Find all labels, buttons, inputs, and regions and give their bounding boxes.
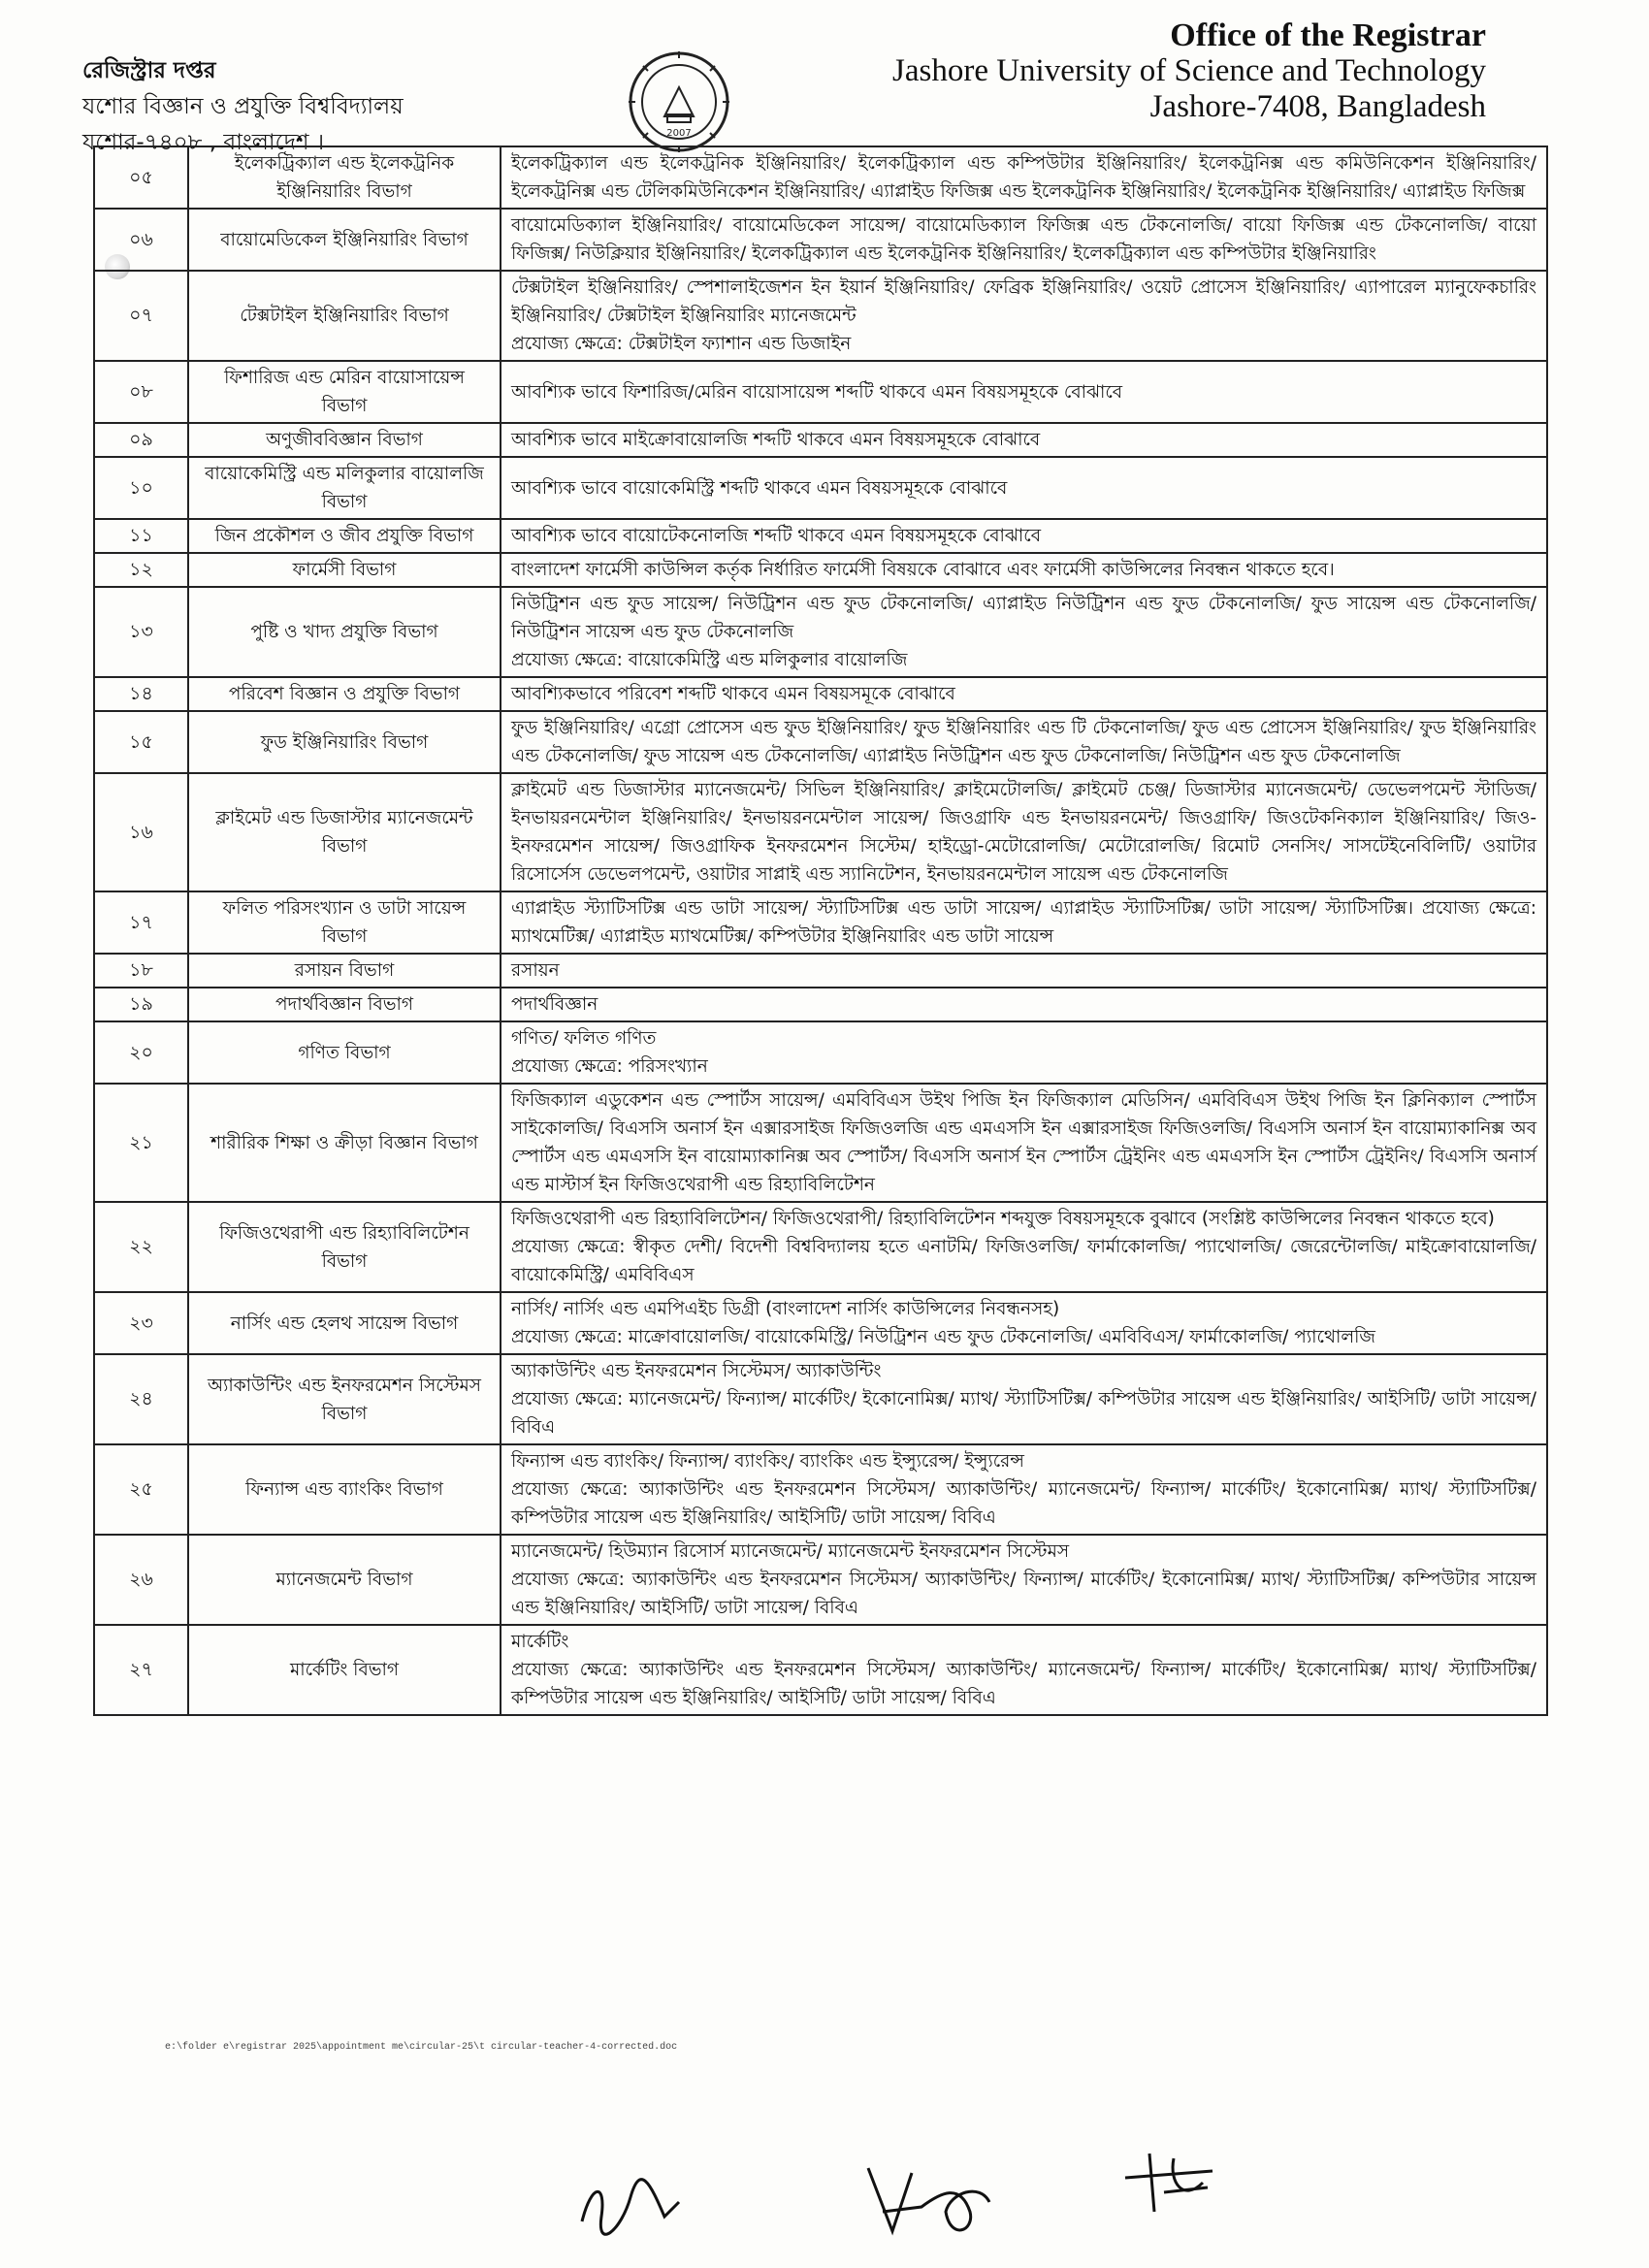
subject-line: ম্যানেজমেন্ট/ হিউম্যান রিসোর্স ম্যানেজমেন্ট/ ম্যানেজমেন্ট ইনফরমেশন সিস্টেমস: [511, 1541, 1070, 1562]
table-row: [94, 1444, 1547, 1535]
eligible-subjects: [501, 773, 1547, 891]
row-number: ১৯: [94, 988, 188, 1021]
eligible-subjects: [501, 1354, 1547, 1444]
eligible-subjects: [501, 209, 1547, 271]
table-row: [94, 361, 1547, 423]
row-number: ২০: [94, 1021, 188, 1084]
row-number: ১৫: [94, 711, 188, 773]
subject-line: গণিত/ ফলিত গণিত: [511, 1028, 657, 1049]
department-name: ফুড ইঞ্জিনিয়ারিং বিভাগ: [188, 711, 501, 773]
row-number: ২৬: [94, 1535, 188, 1625]
row-number: ১৪: [94, 677, 188, 711]
row-number: ০৫: [94, 146, 188, 209]
english-letterhead: [892, 17, 1486, 125]
subject-line: এ্যাপ্লাইড স্ট্যাটিসটিক্স এন্ড ডাটা সায়েন্স/ স্ট্যাটিসটিক্স এন্ড ডাটা সায়েন্স/ এ্যাপ্লাইড স্ট্যাটিসটিক্স/ ডাটা সায়েন্স/ স্ট্যাটিসটিক্স। প্রযোজ্য ক্ষেত্রে: ম্যাথমেটিক্স/ এ্যাপ্লাইড ম্যাথমেটিক্স/ কম্পিউটার ইঞ্জিনিয়ারিং এন্ড ডাটা সায়েন্স: [511, 898, 1536, 947]
subject-line: বাংলাদেশ ফার্মেসী কাউন্সিল কর্তৃক নির্ধারিত ফার্মেসী বিষয়কে বোঝাবে এবং ফার্মেসী কাউন্সিলের নিবন্ধন থাকতে হবে।: [511, 560, 1335, 580]
subject-line: আবশ্যিক ভাবে বায়োটেকনোলজি শব্দটি থাকবে এমন বিষয়সমূহকে বোঝাবে: [511, 526, 1042, 546]
department-name: জিন প্রকৌশল ও জীব প্রযুক্তি বিভাগ: [188, 519, 501, 553]
department-name: পদার্থবিজ্ঞান বিভাগ: [188, 988, 501, 1021]
eligible-subjects: [501, 988, 1547, 1021]
department-name: বায়োমেডিকেল ইঞ্জিনিয়ারিং বিভাগ: [188, 209, 501, 271]
subject-line: প্রযোজ্য ক্ষেত্রে: পরিসংখ্যান: [511, 1056, 708, 1077]
row-number: ১৮: [94, 954, 188, 988]
row-number: ২৪: [94, 1354, 188, 1444]
department-name: পরিবেশ বিজ্ঞান ও প্রযুক্তি বিভাগ: [188, 677, 501, 711]
eligible-subjects: [501, 677, 1547, 711]
table-row: [94, 553, 1547, 587]
eligible-subjects: [501, 1202, 1547, 1292]
eligible-subjects: [501, 1292, 1547, 1354]
table-row: [94, 1354, 1547, 1444]
table-row: [94, 423, 1547, 457]
subject-line: প্রযোজ্য ক্ষেত্রে: মাক্রোবায়োলজি/ বায়োকেমিস্ট্রি/ নিউট্রিশন এন্ড ফুড টেকনোলজি/ এমবিবিএস/ ফার্মাকোলজি/ প্যাথোলজি: [511, 1327, 1375, 1347]
department-name: ম্যানেজমেন্ট বিভাগ: [188, 1535, 501, 1625]
table-row: [94, 711, 1547, 773]
department-name: ফলিত পরিসংখ্যান ও ডাটা সায়েন্স বিভাগ: [188, 891, 501, 954]
letterhead: [0, 0, 1649, 155]
department-name: অ্যাকাউন্টিং এন্ড ইনফরমেশন সিস্টেমস বিভাগ: [188, 1354, 501, 1444]
eligible-subjects: [501, 271, 1547, 361]
table-row: [94, 271, 1547, 361]
department-name: ইলেকট্রিক্যাল এন্ড ইলেকট্রনিক ইঞ্জিনিয়ারিং বিভাগ: [188, 146, 501, 209]
table-row: [94, 1084, 1547, 1202]
subject-line: রসায়ন: [511, 960, 560, 981]
bn-office-name: রেজিস্ট্রার দপ্তর: [82, 58, 216, 83]
bn-address: যশোর-৭৪০৮ , বাংলাদেশ ।: [82, 130, 325, 155]
subject-line: ইলেকট্রিক্যাল এন্ড ইলেকট্রনিক ইঞ্জিনিয়ারিং/ ইলেকট্রিক্যাল এন্ড কম্পিউটার ইঞ্জিনিয়ারিং/ ইলেকট্রনিক্স এন্ড কমিউনিকেশন ইঞ্জিনিয়ারিং/ ইলেকট্রনিক্স এন্ড টেলিকমিউনিকেশন ইঞ্জিনিয়ারিং/ এ্যাপ্লাইড ফিজিক্স এন্ড ইলেকট্রনিক ইঞ্জিনিয়ারিং/ ইলেকট্রনিক ইঞ্জিনিয়ারিং/ এ্যাপ্লাইড ফিজিক্স: [511, 153, 1536, 202]
eligible-subjects: [501, 1084, 1547, 1202]
eligible-subjects: [501, 1021, 1547, 1084]
subject-line: প্রযোজ্য ক্ষেত্রে: টেক্সটাইল ফ্যাশান এন্ড ডিজাইন: [511, 334, 852, 354]
table-row: [94, 146, 1547, 209]
department-name: নার্সিং এন্ড হেলথ সায়েন্স বিভাগ: [188, 1292, 501, 1354]
row-number: ২১: [94, 1084, 188, 1202]
table-row: [94, 1535, 1547, 1625]
eligible-subjects: [501, 457, 1547, 519]
subject-line: ফিজিক্যাল এডুকেশন এন্ড স্পোর্টস সায়েন্স/ এমবিবিএস উইথ পিজি ইন ফিজিক্যাল মেডিসিন/ এমবিবিএস উইথ পিজি ইন ক্লিনিক্যাল স্পোর্টস সাইকোলজি/ বিএসসি অনার্স ইন এক্সারসাইজ ফিজিওলজি এন্ড এমএসসি ইন এক্সারসাইজ ফিজিওলজি/ বিএসসি অনার্স ইন বায়োম্যাকানিক্স অব স্পোর্টস এন্ড এমএসসি ইন বায়োম্যাকানিক্স অব স্পোর্টস/ বিএসসি অনার্স ইন স্পোর্টস ট্রেইনিং এন্ড এমএসসি ইন স্পোর্টস ট্রেইনিং/ বিএসসি অনার্স এন্ড মাস্টার্স ইন ফিজিওথেরাপী এন্ড রিহ্যাবিলিটেশন: [511, 1090, 1536, 1195]
eligible-subjects: [501, 1625, 1547, 1715]
department-name: মার্কেটিং বিভাগ: [188, 1625, 501, 1715]
row-number: ২৫: [94, 1444, 188, 1535]
row-number: ০৮: [94, 361, 188, 423]
subject-line: আবশ্যিক ভাবে ফিশারিজ/মেরিন বায়োসায়েন্স শব্দটি থাকবে এমন বিষয়সমূহকে বোঝাবে: [511, 381, 1123, 403]
row-number: ১৬: [94, 773, 188, 891]
row-number: ০৭: [94, 271, 188, 361]
department-name: পুষ্টি ও খাদ্য প্রযুক্তি বিভাগ: [188, 587, 501, 677]
row-number: ১১: [94, 519, 188, 553]
en-university-name: Jashore University of Science and Technology: [892, 53, 1486, 88]
subject-line: ফিন্যান্স এন্ড ব্যাংকিং/ ফিন্যান্স/ ব্যাংকিং/ ব্যাংকিং এন্ড ইন্স্যুরেন্স/ ইন্স্যুরেন্স: [511, 1451, 1024, 1472]
row-number: ০৯: [94, 423, 188, 457]
university-seal-icon: [621, 49, 737, 155]
department-name: রসায়ন বিভাগ: [188, 954, 501, 988]
subject-line: আবশ্যিক ভাবে মাইক্রোবায়োলজি শব্দটি থাকবে এমন বিষয়সমূহকে বোঝাবে: [511, 430, 1041, 450]
subject-line: বায়োমেডিক্যাল ইঞ্জিনিয়ারিং/ বায়োমেডিকেল সায়েন্স/ বায়োমেডিক্যাল ফিজিক্স এন্ড টেকনোলজি/ বায়ো ফিজিক্স এন্ড টেকনোলজি/ বায়ো ফিজিক্স/ নিউক্লিয়ার ইঞ্জিনিয়ারিং/ ইলেকট্রিক্যাল এন্ড ইলেকট্রনিক ইঞ্জিনিয়ারিং/ ইলেকট্রিক্যাল এন্ড কম্পিউটার ইঞ্জিনিয়ারিং: [511, 215, 1536, 264]
row-number: ১২: [94, 553, 188, 587]
eligible-subjects: [501, 361, 1547, 423]
row-number: ২৭: [94, 1625, 188, 1715]
table-row: [94, 519, 1547, 553]
eligible-subjects: [501, 1535, 1547, 1625]
row-number: ২৩: [94, 1292, 188, 1354]
table-row: [94, 954, 1547, 988]
subject-line: টেক্সটাইল ইঞ্জিনিয়ারিং/ স্পেশালাইজেশন ইন ইয়ার্ন ইঞ্জিনিয়ারিং/ ফেব্রিক ইঞ্জিনিয়ারিং/ ওয়েট প্রোসেস ইঞ্জিনিয়ারিং/ এ্যাপারেল ম্যানুফেকচারিং ইঞ্জিনিয়ারিং/ টেক্সটাইল ইঞ্জিনিয়ারিং ম্যানেজমেন্ট: [511, 277, 1536, 326]
subject-line: আবশ্যিকভাবে পরিবেশ শব্দটি থাকবে এমন বিষয়সমূকে বোঝাবে: [511, 684, 955, 704]
eligible-subjects: [501, 146, 1547, 209]
table-row: [94, 891, 1547, 954]
subject-line: প্রযোজ্য ক্ষেত্রে: বায়োকেমিস্ট্রি এন্ড মলিকুলার বায়োলজি: [511, 650, 908, 670]
department-name: ক্লাইমেট এন্ড ডিজাস্টার ম্যানেজমেন্ট বিভাগ: [188, 773, 501, 891]
department-name: ফিশারিজ এন্ড মেরিন বায়োসায়েন্স বিভাগ: [188, 361, 501, 423]
row-number: ১০: [94, 457, 188, 519]
table-row: [94, 457, 1547, 519]
subject-line: প্রযোজ্য ক্ষেত্রে: অ্যাকাউন্টিং এন্ড ইনফরমেশন সিস্টেমস/ অ্যাকাউন্টিং/ ফিন্যান্স/ মার্কেটিং/ ইকোনোমিক্স/ ম্যাথ/ স্ট্যাটিসটিক্স/ কম্পিউটার সায়েন্স এন্ড ইঞ্জিনিয়ারিং/ আইসিটি/ ডাটা সায়েন্স/ বিবিএ: [511, 1570, 1536, 1618]
department-name: ফিন্যান্স এন্ড ব্যাংকিং বিভাগ: [188, 1444, 501, 1535]
table-row: [94, 1021, 1547, 1084]
table-row: [94, 988, 1547, 1021]
table-row: [94, 1202, 1547, 1292]
subject-line: নিউট্রিশন এন্ড ফুড সায়েন্স/ নিউট্রিশন এন্ড ফুড টেকনোলজি/ এ্যাপ্লাইড নিউট্রিশন এন্ড ফুড টেকনোলজি/ ফুড সায়েন্স এন্ড টেকনোলজি/ নিউট্রিশন সায়েন্স এন্ড ফুড টেকনোলজি: [511, 594, 1536, 642]
table-row: [94, 1625, 1547, 1715]
subject-line: প্রযোজ্য ক্ষেত্রে: অ্যাকাউন্টিং এন্ড ইনফরমেশন সিস্টেমস/ অ্যাকাউন্টিং/ ম্যানেজমেন্ট/ ফিন্যান্স/ মার্কেটিং/ ইকোনোমিক্স/ ম্যাথ/ স্ট্যাটিসটিক্স/ কম্পিউটার সায়েন্স এন্ড ইঞ্জিনিয়ারিং/ আইসিটি/ ডাটা সায়েন্স/ বিবিএ: [511, 1479, 1536, 1528]
department-name: বায়োকেমিস্ট্রি এন্ড মলিকুলার বায়োলজি বিভাগ: [188, 457, 501, 519]
bn-university-name: যশোর বিজ্ঞান ও প্রযুক্তি বিশ্ববিদ্যালয়: [82, 94, 404, 119]
svg-text:2007: 2007: [666, 128, 692, 139]
department-name: টেক্সটাইল ইঞ্জিনিয়ারিং বিভাগ: [188, 271, 501, 361]
subject-line: প্রযোজ্য ক্ষেত্রে: ম্যানেজমেন্ট/ ফিন্যান্স/ মার্কেটিং/ ইকোনোমিক্স/ ম্যাথ/ স্ট্যাটিসটিক্স/ কম্পিউটার সায়েন্স এন্ড ইঞ্জিনিয়ারিং/ আইসিটি/ ডাটা সায়েন্স/ বিবিএ: [511, 1389, 1536, 1438]
eligible-subjects: [501, 423, 1547, 457]
department-name: ফার্মেসী বিভাগ: [188, 553, 501, 587]
table-row: [94, 773, 1547, 891]
table-row: [94, 677, 1547, 711]
table-row: [94, 1292, 1547, 1354]
department-subject-table: [93, 146, 1548, 1716]
department-name: ফিজিওথেরাপী এন্ড রিহ্যাবিলিটেশন বিভাগ: [188, 1202, 501, 1292]
eligible-subjects: [501, 553, 1547, 587]
signature-2-icon: [854, 2154, 999, 2251]
en-office-name: Office of the Registrar: [1170, 17, 1486, 53]
department-name: গণিত বিভাগ: [188, 1021, 501, 1084]
subject-line: পদার্থবিজ্ঞান: [511, 994, 598, 1015]
subject-line: ক্লাইমেট এন্ড ডিজাস্টার ম্যানেজমেন্ট/ সিভিল ইঞ্জিনিয়ারিং/ ক্লাইমেটোলজি/ ক্লাইমেট চেঞ্জ/ ডিজাস্টার ম্যানেজমেন্ট/ ডেভেলপমেন্ট স্টাডিজ/ ইনভায়রনমেন্টাল ইঞ্জিনিয়ারিং/ ইনভায়রনমেন্টাল সায়েন্স/ জিওগ্রাফি এন্ড ইনভায়রনমেন্ট/ জিওগ্রাফি/ জিওটেকনিক্যাল ইঞ্জিনিয়ারিং/ জিও-ইনফরমেশন সায়েন্স/ জিওগ্রাফিক ইনফরমেশন সিস্টেম/ হাইড্রো-মেটোরোলজি/ মেটোরোলজি/ রিমোট সেনসিং/ সাসটেইনেবিলিটি/ ওয়াটার রিসোর্সেস ডেভেলপমেন্ট, ওয়াটার সাপ্লাই এন্ড স্যানিটেশন, ইনভায়রনমেন্টাল সায়েন্স এন্ড টেকনোলজি: [511, 780, 1536, 885]
row-number: ০৬: [94, 209, 188, 271]
table-row: [94, 209, 1547, 271]
eligible-subjects: [501, 519, 1547, 553]
eligible-subjects: [501, 587, 1547, 677]
eligible-subjects: [501, 711, 1547, 773]
eligible-subjects: [501, 1444, 1547, 1535]
eligible-subjects: [501, 954, 1547, 988]
row-number: ২২: [94, 1202, 188, 1292]
subject-line: প্রযোজ্য ক্ষেত্রে: স্বীকৃত দেশী/ বিদেশী বিশ্ববিদ্যালয় হতে এনাটমি/ ফিজিওলজি/ ফার্মাকোলজি/ প্যাথোলজি/ জেরেন্টোলজি/ মাইক্রোবায়োলজি/ বায়োকেমিস্ট্রি/ এমবিবিএস: [511, 1237, 1536, 1285]
eligible-subjects: [501, 891, 1547, 954]
subject-line: ফুড ইঞ্জিনিয়ারিং/ এগ্রো প্রোসেস এন্ড ফুড ইঞ্জিনিয়ারিং/ ফুড ইঞ্জিনিয়ারিং এন্ড টি টেকনোলজি/ ফুড এন্ড প্রোসেস ইঞ্জিনিয়ারিং/ ফুড ইঞ্জিনিয়ারিং এন্ড টেকনোলজি/ ফুড সায়েন্স এন্ড টেকনোলজি/ এ্যাপ্লাইড নিউট্রিশন এন্ড ফুড টেকনোলজি/ নিউট্রিশন এন্ড ফুড টেকনোলজি: [511, 718, 1536, 766]
subject-line: অ্যাকাউন্টিং এন্ড ইনফরমেশন সিস্টেমস/ অ্যাকাউন্টিং: [511, 1361, 882, 1381]
department-name: শারীরিক শিক্ষা ও ক্রীড়া বিজ্ঞান বিভাগ: [188, 1084, 501, 1202]
subject-line: ফিজিওথেরাপী এন্ড রিহ্যাবিলিটেশন/ ফিজিওথেরাপী/ রিহ্যাবিলিটেশন শব্দযুক্ত বিষয়সমূহকে বুঝাবে (সংশ্লিষ্ট কাউন্সিলের নিবন্ধন থাকতে হবে): [511, 1209, 1495, 1229]
signature-1-icon: [572, 2163, 689, 2241]
row-number: ১৭: [94, 891, 188, 954]
subject-line: মার্কেটিং: [511, 1632, 569, 1652]
department-name: অণুজীববিজ্ঞান বিভাগ: [188, 423, 501, 457]
en-address: Jashore-7408, Bangladesh: [1149, 89, 1486, 124]
row-number: ১৩: [94, 587, 188, 677]
subject-line: নার্সিং/ নার্সিং এন্ড এমপিএইচ ডিগ্রী (বাংলাদেশ নার্সিং কাউন্সিলের নিবন্ধনসহ): [511, 1299, 1060, 1319]
signature-3-icon: [1116, 2144, 1222, 2221]
subject-line: প্রযোজ্য ক্ষেত্রে: অ্যাকাউন্টিং এন্ড ইনফরমেশন সিস্টেমস/ অ্যাকাউন্টিং/ ম্যানেজমেন্ট/ ফিন্যান্স/ মার্কেটিং/ ইকোনোমিক্স/ ম্যাথ/ স্ট্যাটিসটিক্স/ কম্পিউটার সায়েন্স এন্ড ইঞ্জিনিয়ারিং/ আইসিটি/ ডাটা সায়েন্স/ বিবিএ: [511, 1660, 1536, 1708]
subject-line: আবশ্যিক ভাবে বায়োকেমিস্ট্রি শব্দটি থাকবে এমন বিষয়সমূহকে বোঝাবে: [511, 477, 1008, 499]
table-row: [94, 587, 1547, 677]
file-path: e:\folder e\registrar 2025\appointment me\circular-25\t circular-teacher-4-corrected.doc: [165, 2042, 678, 2053]
